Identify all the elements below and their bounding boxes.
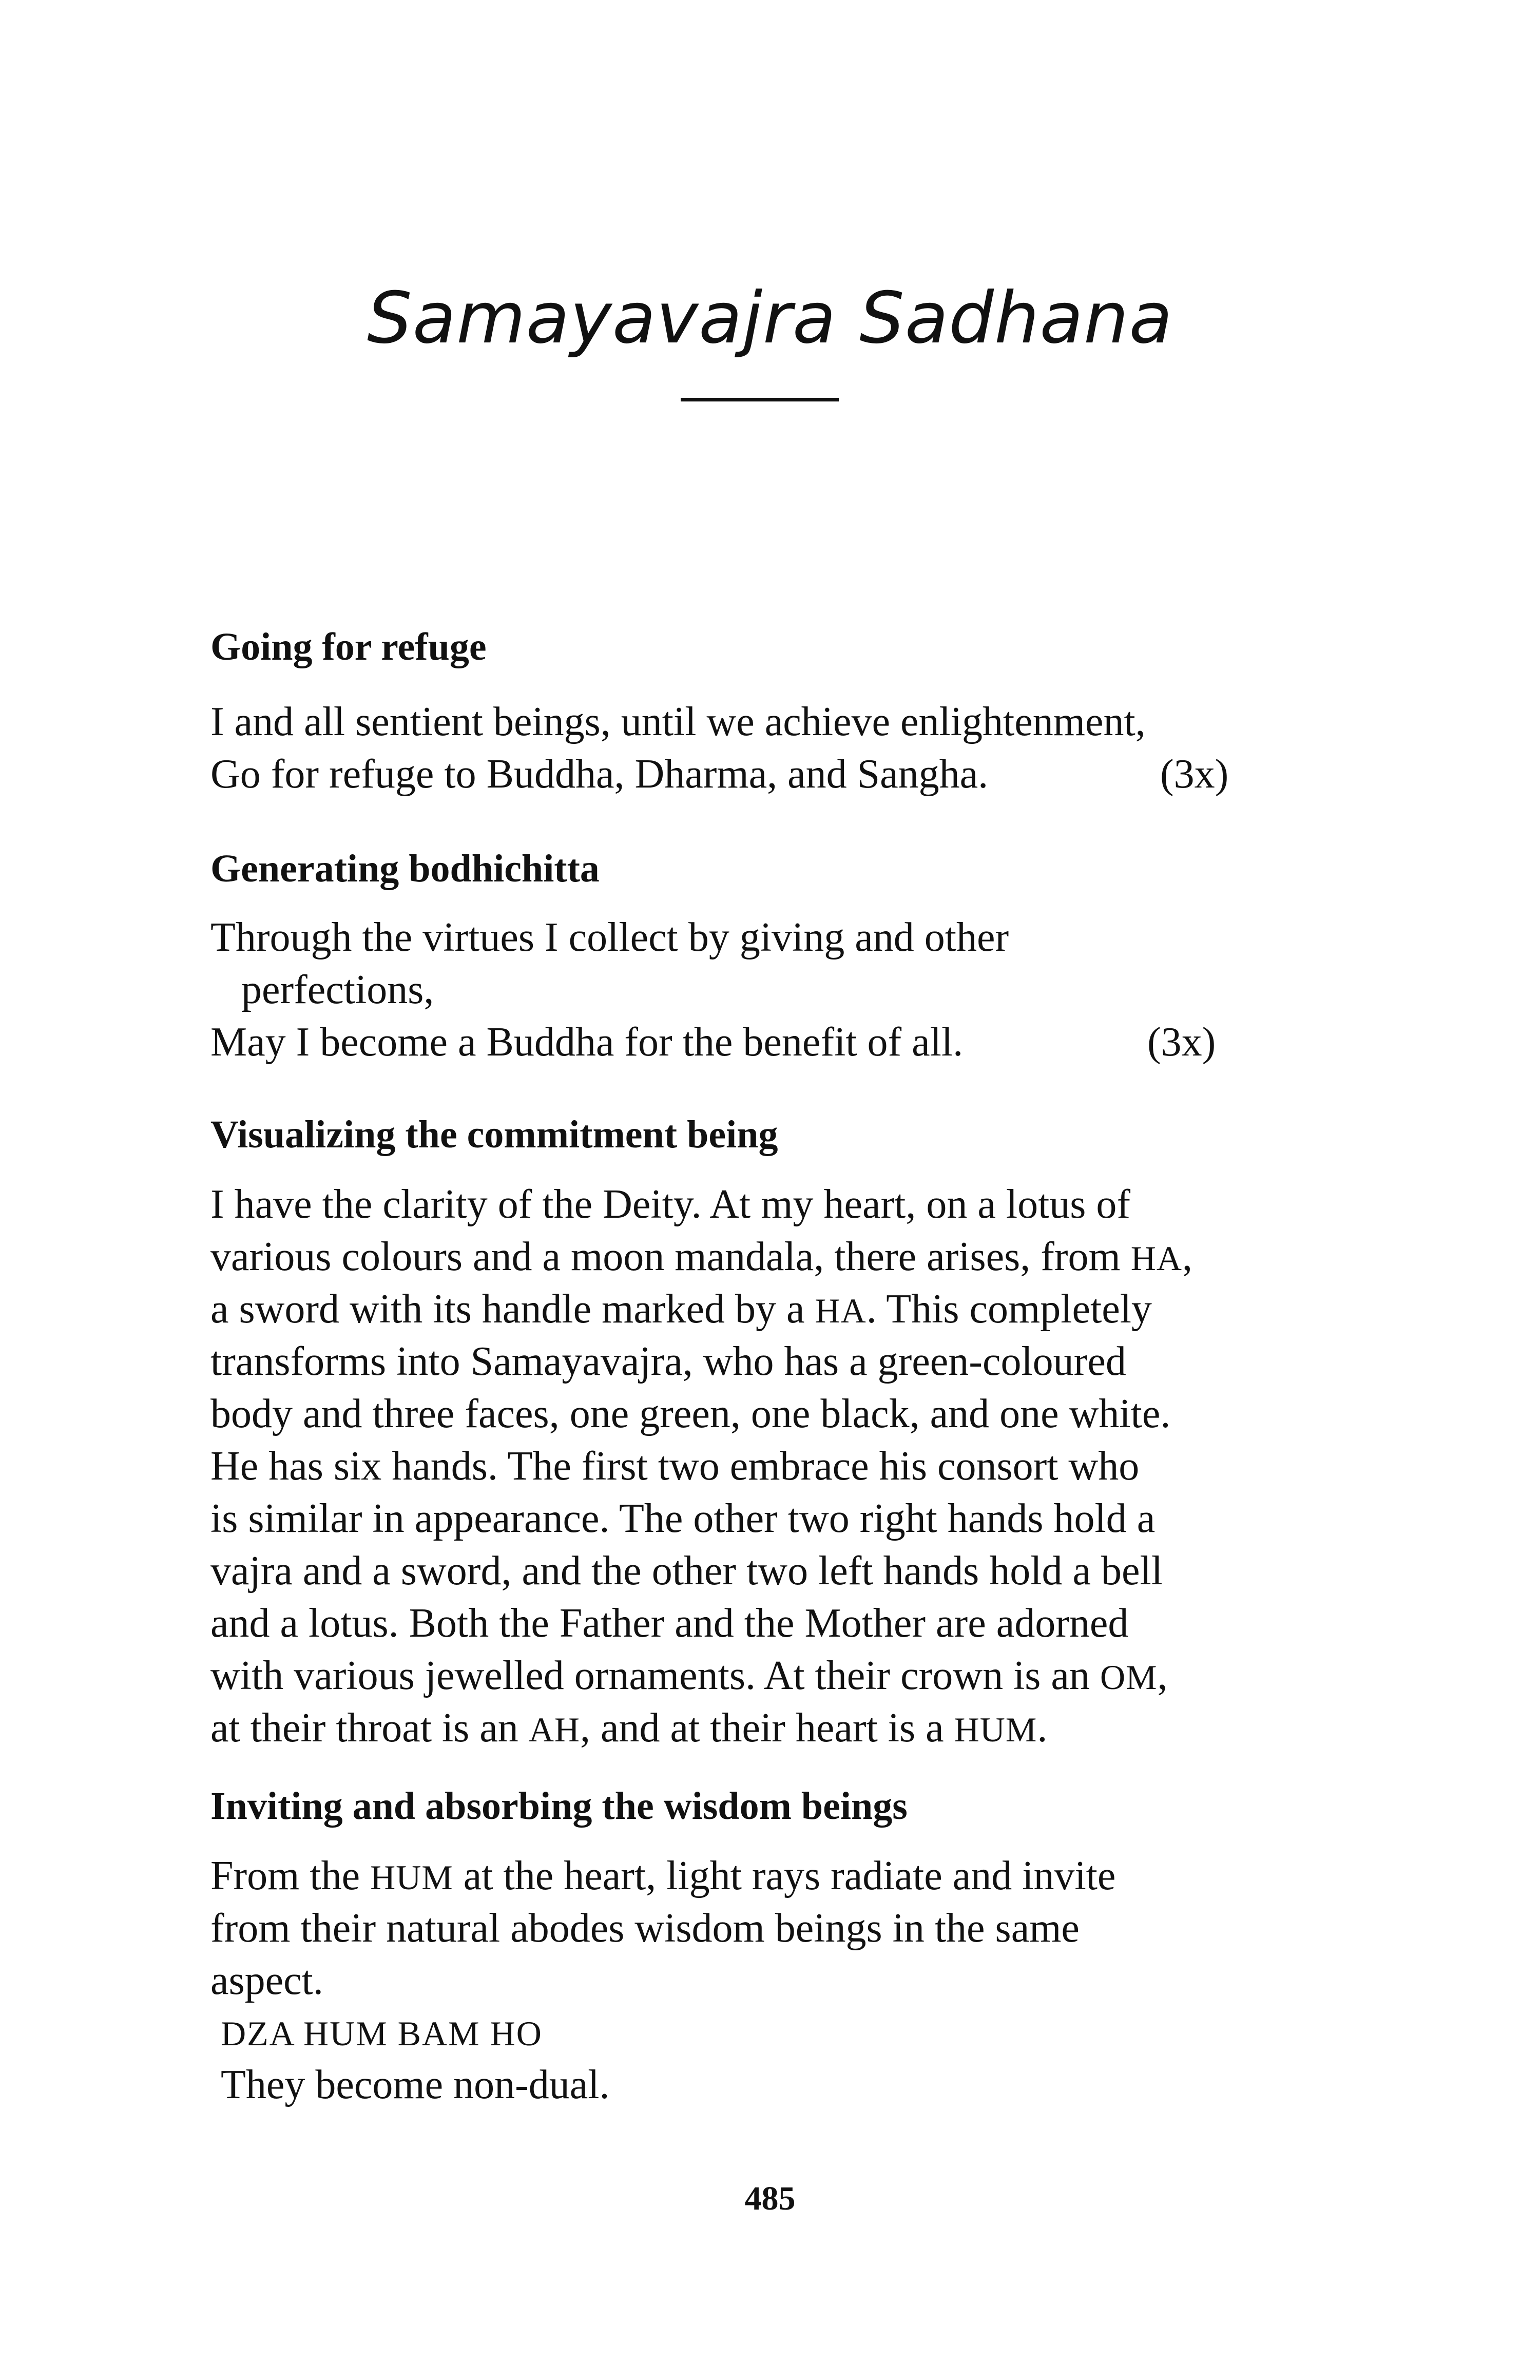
text-fragment: at their throat is an [210,1705,518,1751]
section-heading-refuge: Going for refuge [210,625,487,668]
punctuation: , [1182,1234,1192,1279]
mantra: DZA HUM BAM HO [221,2014,543,2053]
punctuation: , [1157,1653,1168,1698]
syllable-hum: HUM [954,1710,1037,1749]
text-line: and a lotus. Both the Father and the Mother are adorned [210,1601,1129,1646]
text-fragment: with various jewelled ornaments. At their crown is an [210,1653,1090,1698]
text-line: He has six hands. The first two embrace his consort who [210,1444,1140,1489]
text-line: May I become a Buddha for the benefit of all. [210,1020,964,1065]
section-body-bodhichitta [210,911,1009,1068]
syllable-hum: HUM [370,1858,453,1897]
text-fragment: From the [210,1853,360,1898]
text-fragment: a sword with its handle marked by a [210,1287,805,1332]
syllable-ha: HA [815,1291,867,1330]
syllable-ha: HA [1130,1239,1182,1278]
text-line [210,1649,1192,1702]
title-rule [681,398,839,401]
text-line: Through the virtues I collect by giving and other [210,915,1009,960]
closing-line: They become non-dual. [221,2062,610,2107]
section-heading-bodhichitta: Generating bodhichitta [210,847,600,890]
section-body-visualizing [210,1178,1192,1754]
text-line: is similar in appearance. The other two right hands hold a [210,1496,1156,1541]
text-line: I have the clarity of the Deity. At my heart, on a lotus of [210,1182,1131,1227]
text-fragment: and at their heart is a [601,1705,944,1751]
text-line: from their natural abodes wisdom beings in the same [210,1906,1080,1951]
section-heading-visualizing: Visualizing the commitment being [210,1113,778,1156]
repeat-marker: (3x) [1160,752,1229,797]
syllable-ah: AH [528,1710,581,1749]
text-line [210,1850,1115,1902]
text-fragment: at the heart, light rays radiate and invite [463,1853,1116,1898]
text-line: perfections, [241,967,434,1012]
repeat-marker: (3x) [1147,1020,1216,1065]
syllable-om: OM [1100,1658,1158,1697]
text-line: transforms into Samayavajra, who has a green-coloured [210,1339,1126,1384]
text-line [210,1231,1192,1283]
punctuation: . [1037,1705,1048,1751]
text-line: aspect. [210,1958,323,2003]
page-number: 485 [744,2180,796,2217]
text-line: I and all sentient beings, until we achieve enlightenment, [210,699,1146,744]
text-fragment: various colours and a moon mandala, there arises, from [210,1234,1121,1279]
text-line [210,1702,1192,1754]
text-line: vajra and a sword, and the other two left hands hold a bell [210,1548,1163,1594]
text-fragment: . This completely [866,1287,1152,1332]
text-line [210,1283,1192,1335]
page-title: Samayavajra Sadhana [367,277,1173,359]
text-line: Go for refuge to Buddha, Dharma, and Sangha. [210,752,989,797]
text-line: body and three faces, one green, one black, and one white. [210,1391,1171,1436]
section-heading-inviting: Inviting and absorbing the wisdom beings [210,1784,908,1828]
section-body-refuge [210,696,1146,800]
punctuation: , [580,1705,591,1751]
section-body-inviting [210,1850,1115,2007]
